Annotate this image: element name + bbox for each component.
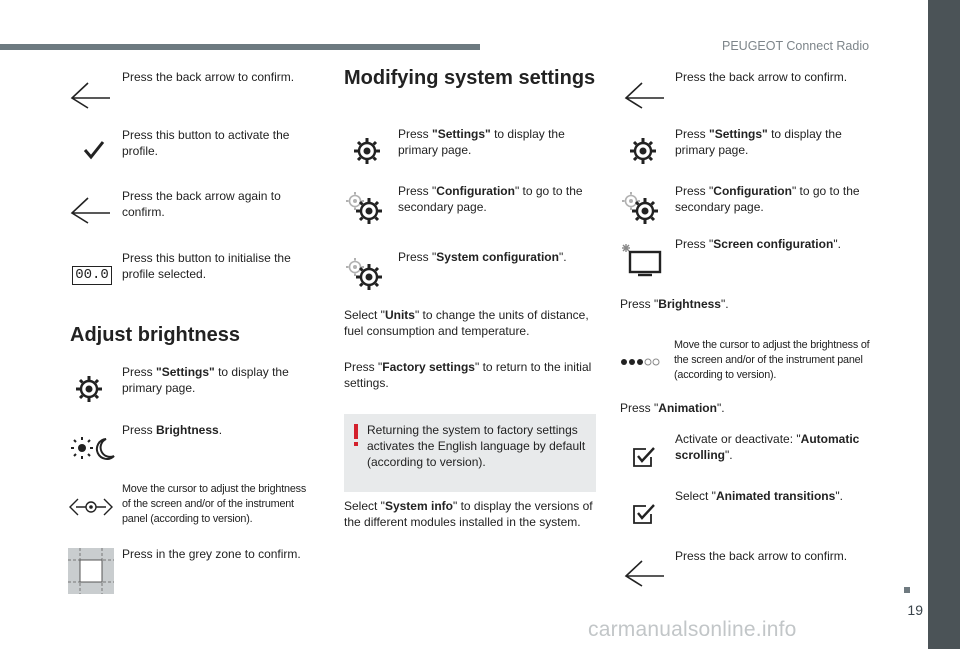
col2-system-info-text: Select "System info" to display the versions of the different modules installed in the system. — [344, 499, 593, 529]
col3-animated-transitions-text: Select "Animated transitions". — [675, 489, 843, 503]
col1-back-confirm: Press the back arrow to confirm. — [122, 70, 295, 84]
col3-move-cursor: Move the cursor to adjust the brightness of the screen and/or of the instrument panel (according to version). — [674, 339, 870, 381]
col3-animation-text: Press "Animation". — [620, 401, 725, 415]
header-bar — [0, 44, 480, 50]
heading-adjust-brightness: Adjust brightness — [70, 324, 241, 346]
brightness-sun-moon-icon — [70, 436, 116, 460]
brightness-slider-icon — [68, 496, 114, 518]
settings-gear-icon — [628, 136, 658, 166]
col2-factory-settings-text: Press "Factory settings" to return to the initial settings. — [344, 360, 592, 390]
page-marker — [904, 587, 910, 593]
lcd-display-icon: 00.0 — [72, 266, 112, 285]
back-arrow-icon — [620, 80, 670, 110]
configuration-gears-icon — [344, 256, 386, 292]
col3-back-confirm-2: Press the back arrow to confirm. — [675, 549, 848, 563]
screen-configuration-icon — [620, 242, 664, 278]
checkbox-icon — [632, 503, 656, 525]
settings-gear-icon — [352, 136, 382, 166]
col1-move-cursor: Move the cursor to adjust the brightness of the screen and/or of the instrument panel (according to version). — [122, 483, 307, 525]
page-header-title: PEUGEOT Connect Radio — [722, 39, 870, 53]
heading-modifying-system-settings: Modifying system settings — [344, 67, 596, 89]
back-arrow-icon — [66, 80, 116, 110]
watermark: carmanualsonline.info — [588, 618, 797, 641]
col1-initialise: Press this button to initialise the profile selected. — [122, 251, 291, 281]
brightness-level-dots-icon — [620, 357, 660, 367]
page-number: 19 — [907, 602, 923, 618]
checkmark-icon — [82, 138, 106, 162]
col1-brightness-text: Press Brightness. — [122, 423, 223, 437]
back-arrow-icon — [66, 195, 116, 225]
configuration-gears-icon — [620, 190, 662, 226]
col2-settings-text: Press "Settings" to display the primary page. — [398, 127, 565, 157]
col1-activate-profile: Press this button to activate the profile. — [122, 128, 290, 158]
checkbox-icon — [632, 446, 656, 468]
col2-configuration-text: Press "Configuration" to go to the secondary page. — [398, 184, 583, 214]
col1-grey-zone: Press in the grey zone to confirm. — [122, 547, 301, 561]
warning-exclamation-icon — [351, 424, 361, 448]
col3-back-confirm: Press the back arrow to confirm. — [675, 70, 848, 84]
col3-settings-text: Press "Settings" to display the primary page. — [675, 127, 842, 157]
col3-screen-configuration-text: Press "Screen configuration". — [675, 237, 841, 251]
col2-note-text: Returning the system to factory settings activates the English language by default (according to version). — [367, 423, 586, 469]
col1-settings-text: Press "Settings" to display the primary page. — [122, 365, 289, 395]
settings-gear-icon — [74, 374, 104, 404]
col3-automatic-scrolling-text: Activate or deactivate: "Automatic scrolling". — [675, 432, 860, 462]
col1-back-again: Press the back arrow again to confirm. — [122, 189, 281, 219]
configuration-gears-icon — [344, 190, 386, 226]
col3-brightness-text: Press "Brightness". — [620, 297, 729, 311]
col3-configuration-text: Press "Configuration" to go to the secondary page. — [675, 184, 860, 214]
sidebar-strip — [928, 0, 960, 649]
col2-system-configuration-text: Press "System configuration". — [398, 250, 567, 264]
back-arrow-icon — [620, 558, 670, 588]
col2-units-text: Select "Units" to change the units of distance, fuel consumption and temperature. — [344, 308, 589, 338]
grey-zone-icon — [68, 548, 114, 594]
